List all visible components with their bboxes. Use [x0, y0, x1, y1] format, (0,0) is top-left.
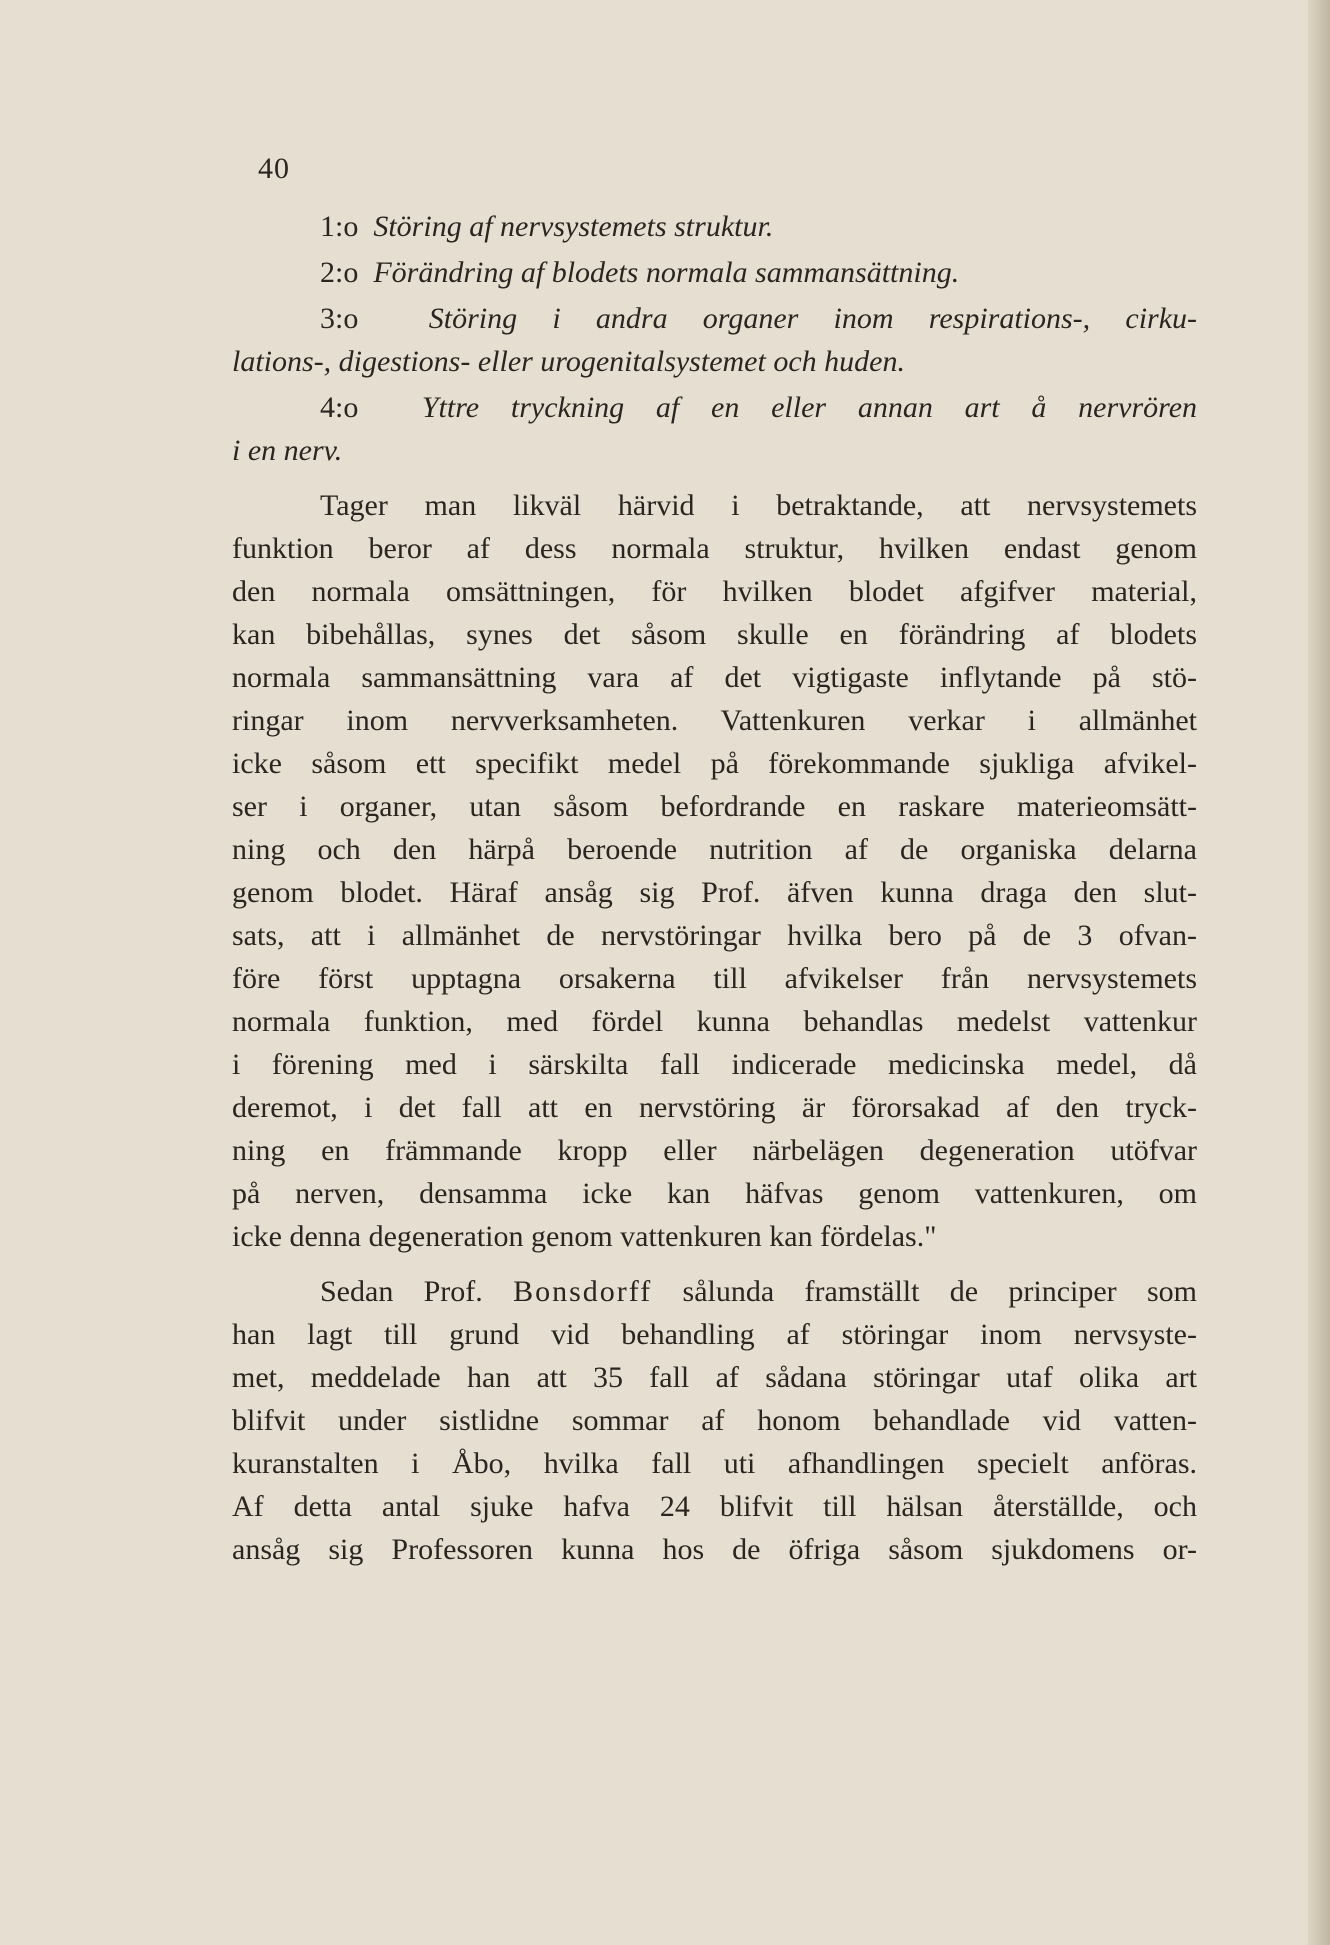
text-line: normala funktion, med fördel kunna behandlas medelst vattenkur — [232, 1005, 1197, 1038]
page-edge-shadow — [1308, 0, 1330, 1945]
text-line: icke denna degeneration genom vattenkuren kan fördelas." — [232, 1220, 937, 1253]
list-item-number: 1:o — [320, 210, 359, 243]
text-line: kuranstalten i Åbo, hvilka fall uti afhandlingen specielt anföras. — [232, 1447, 1197, 1480]
text-line: kan bibehållas, synes det såsom skulle en förändring af blodets — [232, 618, 1197, 651]
list-item-3 — [232, 297, 1197, 340]
text-line: blifvit under sistlidne sommar af honom behandlade vid vatten- — [232, 1404, 1197, 1437]
text-line: ning en främmande kropp eller närbelägen degeneration utöfvar — [232, 1134, 1197, 1167]
text-line: den normala omsättningen, för hvilken blodet afgifver material, — [232, 575, 1197, 608]
text-line: i förening med i särskilta fall indicerade medicinska medel, då — [232, 1048, 1197, 1081]
text-line: deremot, i det fall att en nervstöring är förorsakad af den tryck- — [232, 1091, 1197, 1124]
text-line: ansåg sig Professoren kunna hos de öfriga såsom sjukdomens or- — [232, 1533, 1197, 1566]
text-line: icke såsom ett specifikt medel på förekommande sjukliga afvikel- — [232, 747, 1197, 780]
person-name: Bonsdorff — [513, 1275, 653, 1308]
list-item-text: Förändring af blodets normala sammansättning. — [373, 256, 960, 289]
text-line: ser i organer, utan såsom befordrande en raskare materieomsätt- — [232, 790, 1197, 823]
text-line: Tager man likväl härvid i betraktande, att nervsystemets — [320, 489, 1197, 522]
text-line: ringar inom nervverksamheten. Vattenkuren verkar i allmänhet — [232, 704, 1197, 737]
list-item-number: 3:o — [320, 302, 359, 335]
text-line: sats, att i allmänhet de nervstöringar hvilka bero på de 3 ofvan- — [232, 919, 1197, 952]
text-line: före först upptagna orsakerna till afvikelser från nervsystemets — [232, 962, 1197, 995]
list-item-3-continuation: lations-, digestions- eller urogenitalsystemet och huden. — [232, 345, 905, 378]
page-number: 40 — [258, 152, 290, 185]
paragraph-2 — [232, 1270, 1197, 1571]
text-line: han lagt till grund vid behandling af störingar inom nervsyste- — [232, 1318, 1197, 1351]
text-fragment: Sedan Prof. — [320, 1275, 483, 1308]
list-item-number: 4:o — [320, 391, 359, 424]
text-line: Af detta antal sjuke hafva 24 blifvit till hälsan återställde, och — [232, 1490, 1197, 1523]
list-item-4-continuation: i en nerv. — [232, 434, 343, 467]
list-item-number: 2:o — [320, 256, 359, 289]
text-line: met, meddelade han att 35 fall af sådana störingar utaf olika art — [232, 1361, 1197, 1394]
text-line: ning och den härpå beroende nutrition af de organiska delarna — [232, 833, 1197, 866]
list-item-text: Störing i andra organer inom respirations-, cirku- — [428, 302, 1197, 335]
paragraph-1 — [232, 484, 1197, 1258]
text-line: funktion beror af dess normala struktur, hvilken endast genom — [232, 532, 1197, 565]
list-item-text: Störing af nervsystemets struktur. — [373, 210, 774, 243]
list-item-1 — [232, 205, 1197, 248]
list-item-4 — [232, 386, 1197, 429]
text-line: normala sammansättning vara af det vigtigaste inflytande på stö- — [232, 661, 1197, 694]
text-line: på nerven, densamma icke kan häfvas genom vattenkuren, om — [232, 1177, 1197, 1210]
text-line — [232, 1270, 1197, 1313]
list-item-text: Yttre tryckning af en eller annan art å nervrören — [421, 391, 1197, 424]
text-fragment: sålunda framställt de principer som — [682, 1275, 1197, 1308]
list-item-2 — [232, 251, 1197, 294]
text-line: genom blodet. Häraf ansåg sig Prof. äfven kunna draga den slut- — [232, 876, 1197, 909]
text-body — [232, 205, 1197, 1571]
